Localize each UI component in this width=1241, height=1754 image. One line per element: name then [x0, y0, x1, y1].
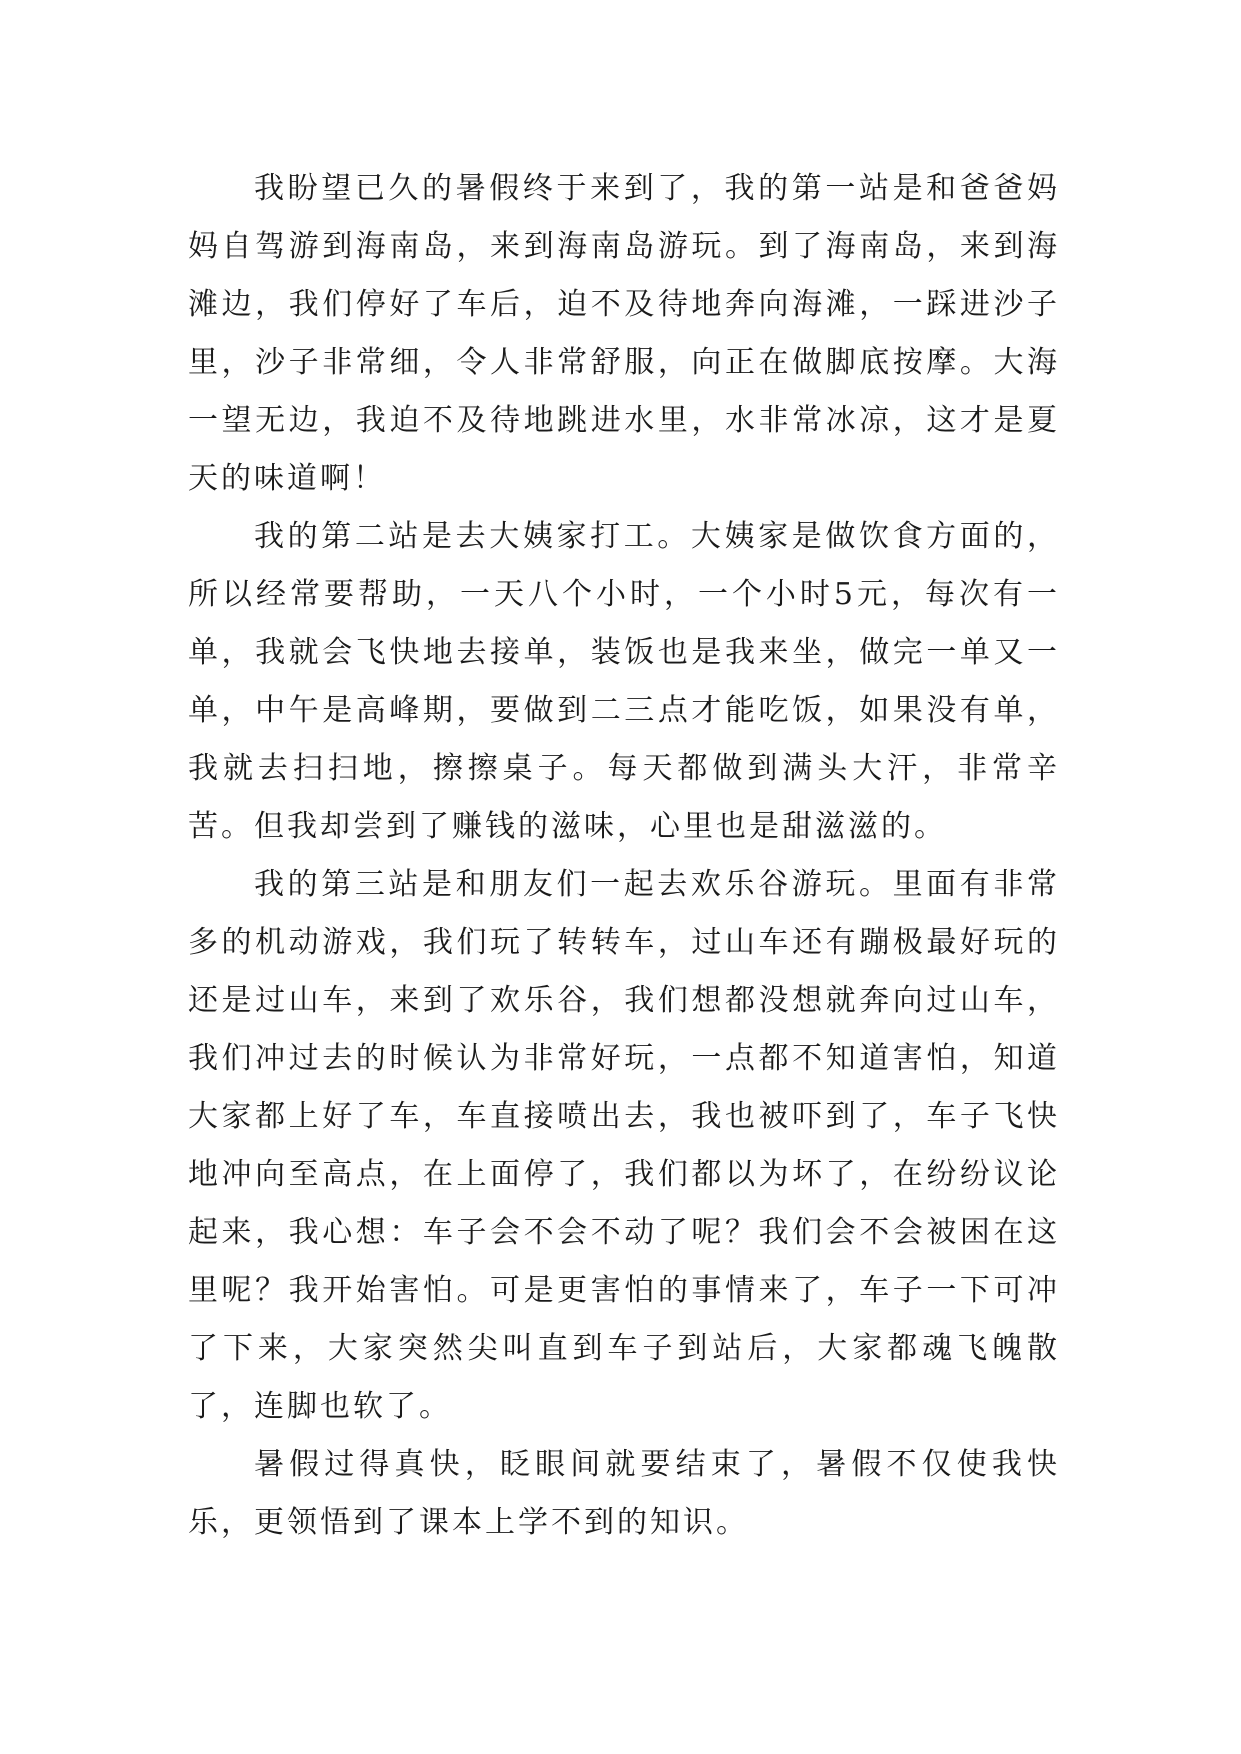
document-body	[188, 160, 1060, 1552]
paragraph-1: 我盼望已久的暑假终于来到了，我的第一站是和爸爸妈妈自驾游到海南岛，来到海南岛游玩。到了海南岛，来到海滩边，我们停好了车后，迫不及待地奔向海滩，一踩进沙子里，沙子非常细，令人非常舒服，向正在做脚底按摩。大海一望无边，我迫不及待地跳进水里，水非常冰凉，这才是夏天的味道啊！	[188, 171, 1060, 496]
paragraph-4: 暑假过得真快，眨眼间就要结束了，暑假不仅使我快乐，更领悟到了课本上学不到的知识。	[188, 1447, 1060, 1540]
paragraph-2: 我的第二站是去大姨家打工。大姨家是做饮食方面的，所以经常要帮助，一天八个小时，一个小时5元，每次有一单，我就会飞快地去接单，装饭也是我来坐，做完一单又一单，中午是高峰期，要做到二三点才能吃饭，如果没有单，我就去扫扫地，擦擦桌子。每天都做到满头大汗，非常辛苦。但我却尝到了赚钱的滋味，心里也是甜滋滋的。	[188, 519, 1060, 844]
paragraph-3: 我的第三站是和朋友们一起去欢乐谷游玩。里面有非常多的机动游戏，我们玩了转转车，过山车还有蹦极最好玩的还是过山车，来到了欢乐谷，我们想都没想就奔向过山车，我们冲过去的时候认为非常好玩，一点都不知道害怕，知道大家都上好了车，车直接喷出去，我也被吓到了，车子飞快地冲向至高点，在上面停了，我们都以为坏了，在纷纷议论起来，我心想：车子会不会不动了呢？我们会不会被困在这里呢？我开始害怕。可是更害怕的事情来了，车子一下可冲了下来，大家突然尖叫直到车子到站后，大家都魂飞魄散了，连脚也软了。	[188, 867, 1060, 1424]
